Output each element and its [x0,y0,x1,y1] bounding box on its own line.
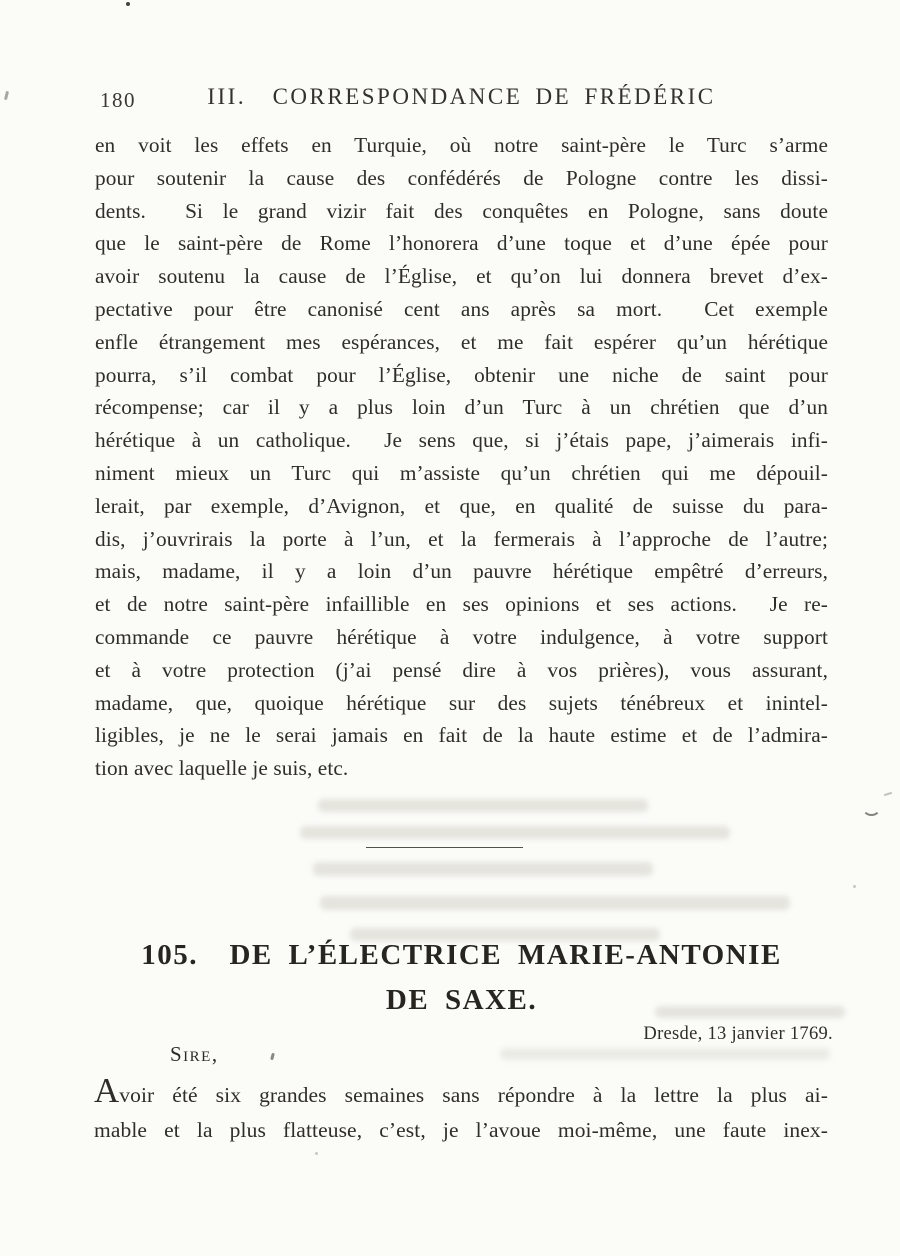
running-title: III. CORRESPONDANCE DE FRÉDÉRIC [207,84,716,109]
letter-body-line: pectative pour être canonisé cent ans après sa mort. Cet exemple [95,296,828,321]
letter-body-line: ligibles, je ne le serai jamais en fait de la haute estime et de l’admira- [95,723,828,748]
letter-body-line: dis, j’ouvrirais la porte à l’un, et la fermerais à l’approche de l’autre; [95,526,828,551]
page-number: 180 [100,88,136,112]
scan-speck-salutation [270,1053,275,1061]
dateline: Dresde, 13 janvier 1769. [643,1024,833,1044]
scan-smudge-tick [884,792,892,796]
letter-body-line: pour soutenir la cause des confédérés de Pologne contre les dissi- [95,165,828,190]
letter-body-line: hérétique à un catholique. Je sens que, si j’étais pape, j’aimerais infi- [95,428,828,453]
letter-body-line: pourra, s’il combat pour l’Église, obtenir une niche de saint pour [95,362,828,387]
letter-body-line: récompense; car il y a plus loin d’un Turc à un chrétien que d’un [95,395,828,420]
letter-body-line: et à votre protection (j’ai pensé dire à vos prières), vous assurant, [95,657,828,682]
next-letter-title-line2: DE SAXE. [385,984,538,1016]
bleed-through-artifact [500,1048,830,1060]
bleed-through-artifact [318,799,648,812]
letter-body-line: mais, madame, il y a loin d’un pauvre hérétique empêtré d’erreurs, [95,559,828,584]
letter-body-line: avoir soutenu la cause de l’Église, et qu’on lui donnera brevet d’ex- [95,264,828,289]
running-head [95,84,828,116]
scan-speck-right [853,885,856,888]
bleed-through-artifact [313,862,653,876]
letter-body-line: madame, que, quoique hérétique sur des sujets ténébreux et inintel- [95,690,828,715]
letter-body-line: en voit les effets en Turquie, où notre saint-père le Turc s’arme [95,133,828,157]
letter-body-line: commande ce pauvre hérétique à votre indulgence, à votre support [95,624,828,649]
scan-speck-left-margin [4,91,9,100]
letter-body-line: dents. Si le grand vizir fait des conquêtes en Pologne, sans doute [95,198,828,223]
next-letter-number-title: 105. DE L’ÉLECTRICE MARIE-ANTONIE [141,939,782,971]
salutation: Sire, [170,1042,219,1066]
scan-smudge-curve [862,798,881,816]
letter-body-line: enfle étrangement mes espérances, et me fait espérer qu’un hérétique [95,329,828,354]
letter-opening-line: Avoir été six grandes semaines sans répondre à la lettre la plus ai- [94,1071,828,1110]
scan-speck-top [126,2,130,6]
letter-body-last-line: tion avec laquelle je suis, etc. [95,756,349,781]
next-letter-heading [95,938,828,1017]
bleed-through-artifact [320,896,790,910]
section-divider-rule [366,847,523,848]
letter-body-line: niment mieux un Turc qui m’assiste qu’un chrétien qui me dépouil- [95,460,828,485]
scan-speck-bottom [315,1152,318,1155]
letter-body-line: que le saint-père de Rome l’honorera d’une toque et d’une épée pour [95,231,828,256]
letter-body [95,129,828,785]
letter-opening-line: mable et la plus flatteuse, c’est, je l’avoue moi-même, une faute inex- [94,1118,828,1142]
letter-body-line: lerait, par exemple, d’Avignon, et que, en qualité de suisse du para- [95,493,828,518]
bleed-through-artifact [300,826,730,839]
letter-body-line: et de notre saint-père infaillible en ses opinions et ses actions. Je re- [95,592,828,617]
next-letter-opening [94,1071,828,1148]
